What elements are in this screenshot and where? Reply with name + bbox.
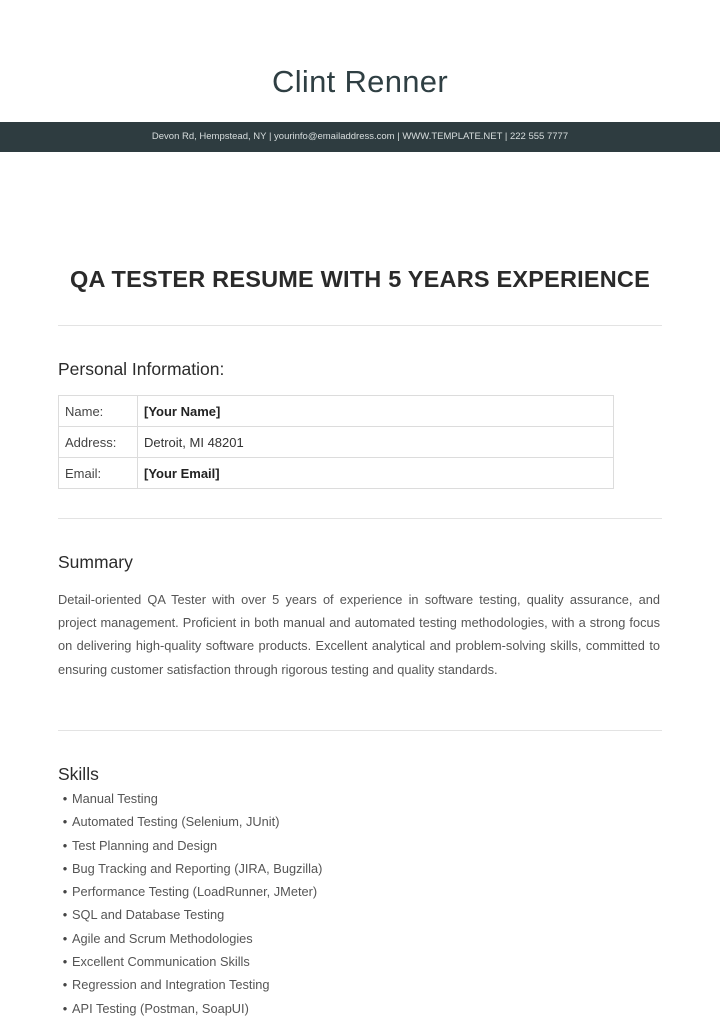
skill-label: API Testing (Postman, SoapUI) xyxy=(72,1000,249,1016)
skill-label: SQL and Database Testing xyxy=(72,907,225,923)
list-item xyxy=(58,834,322,857)
skill-label: Regression and Integration Testing xyxy=(72,977,270,993)
personal-info-heading: Personal Information: xyxy=(58,359,225,379)
bullet-icon: • xyxy=(62,837,68,853)
resume-name: Clint Renner xyxy=(272,64,448,99)
list-item xyxy=(58,903,322,926)
address-label: Address: xyxy=(59,427,138,458)
list-item xyxy=(58,927,322,950)
skill-label: Performance Testing (LoadRunner, JMeter) xyxy=(72,884,318,900)
bullet-icon: • xyxy=(62,930,68,946)
document-title: QA TESTER RESUME WITH 5 YEARS EXPERIENCE xyxy=(70,266,650,292)
list-item xyxy=(58,787,322,810)
bullet-icon: • xyxy=(62,954,68,970)
bullet-icon: • xyxy=(62,884,68,900)
skill-label: Agile and Scrum Methodologies xyxy=(72,930,253,946)
table-row xyxy=(59,396,614,427)
email-label: Email: xyxy=(59,458,138,489)
skill-label: Bug Tracking and Reporting (JIRA, Bugzilla) xyxy=(72,860,323,876)
skills-list xyxy=(58,787,322,1020)
bullet-icon: • xyxy=(62,791,68,806)
table-row xyxy=(59,458,614,489)
bullet-icon: • xyxy=(62,860,68,876)
divider xyxy=(58,730,662,731)
contact-info: Devon Rd, Hempstead, NY | yourinfo@emailaddress.com | WWW.TEMPLATE.NET | 222 555 7777 xyxy=(151,131,569,142)
skill-label: Automated Testing (Selenium, JUnit) xyxy=(72,814,280,830)
personal-info-table xyxy=(58,395,614,489)
bullet-icon: • xyxy=(62,907,68,923)
skills-heading: Skills xyxy=(58,764,99,784)
contact-bar xyxy=(0,122,720,152)
list-item xyxy=(58,997,322,1020)
email-value: [Your Email] xyxy=(138,458,614,489)
divider xyxy=(58,325,662,326)
skill-label: Manual Testing xyxy=(72,791,158,806)
name-label: Name: xyxy=(59,396,138,427)
bullet-icon: • xyxy=(62,977,68,993)
summary-heading: Summary xyxy=(58,552,133,572)
address-value: Detroit, MI 48201 xyxy=(138,427,614,458)
bullet-icon: • xyxy=(62,1000,68,1016)
list-item xyxy=(58,880,322,903)
list-item xyxy=(58,973,322,996)
list-item xyxy=(58,857,322,880)
list-item xyxy=(58,950,322,973)
skill-label: Test Planning and Design xyxy=(72,837,218,853)
name-value: [Your Name] xyxy=(138,396,614,427)
bullet-icon: • xyxy=(62,814,68,830)
divider xyxy=(58,518,662,519)
skill-label: Excellent Communication Skills xyxy=(72,954,250,970)
table-row xyxy=(59,427,614,458)
summary-text: Detail-oriented QA Tester with over 5 years of experience in software testing, quality assurance, and project management. Proficient in both manual and automated testing methodologies, with a strong focus on delivering high-quality software products. Excellent analytical and problem-solving skills, committed to ensuring customer satisfaction through rigorous testing and quality standards. xyxy=(58,592,660,677)
list-item xyxy=(58,810,322,833)
